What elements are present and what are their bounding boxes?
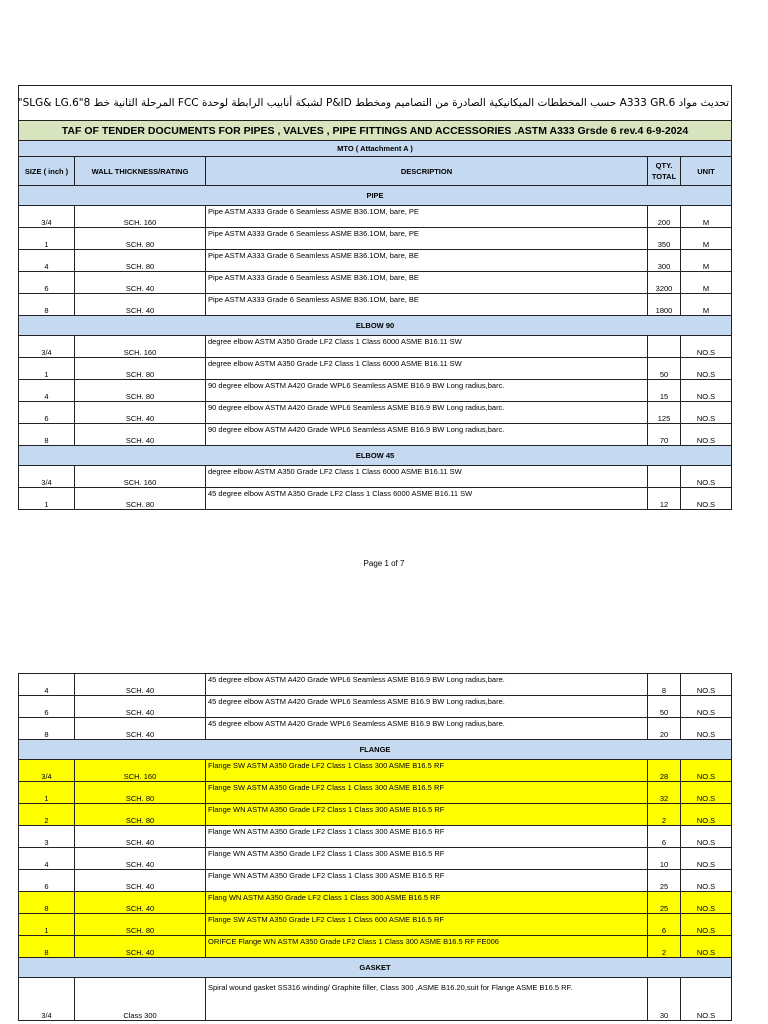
cell-qty xyxy=(648,466,681,488)
table-row xyxy=(19,380,732,402)
table-row xyxy=(19,936,732,958)
cell-wall-thickness: Class 300 xyxy=(75,978,206,1021)
cell-wall-thickness: SCH. 40 xyxy=(75,272,206,294)
cell-qty: 50 xyxy=(648,358,681,380)
cell-qty: 20 xyxy=(648,718,681,740)
page-number: Page 1 of 7 xyxy=(363,559,405,568)
cell-unit: NO.S xyxy=(681,488,732,510)
cell-unit: NO.S xyxy=(681,914,732,936)
cell-qty: 25 xyxy=(648,892,681,914)
cell-qty: 6 xyxy=(648,914,681,936)
cell-description: 45 degree elbow ASTM A420 Grade WPL6 Seamless ASME B16.9 BW Long radius,bare. xyxy=(206,696,648,718)
cell-qty: 1800 xyxy=(648,294,681,316)
cell-wall-thickness: SCH. 80 xyxy=(75,804,206,826)
mto-label: MTO ( Attachment A ) xyxy=(19,141,732,157)
cell-unit: NO.S xyxy=(681,760,732,782)
cell-wall-thickness: SCH. 40 xyxy=(75,936,206,958)
cell-size: 1 xyxy=(19,914,75,936)
cell-description: Flang WN ASTM A350 Grade LF2 Class 1 Class 300 ASME B16.5 RF xyxy=(206,892,648,914)
cell-description: Flange SW ASTM A350 Grade LF2 Class 1 Class 300 ASME B16.5 RF xyxy=(206,782,648,804)
cell-unit: M xyxy=(681,272,732,294)
cell-description: degree elbow ASTM A350 Grade LF2 Class 1 Class 6000 ASME B16.11 SW xyxy=(206,358,648,380)
cell-size: 6 xyxy=(19,696,75,718)
mto-table-page-1 xyxy=(18,85,732,510)
cell-unit: NO.S xyxy=(681,466,732,488)
table-row xyxy=(19,718,732,740)
cell-qty: 125 xyxy=(648,402,681,424)
cell-unit: NO.S xyxy=(681,804,732,826)
cell-unit: NO.S xyxy=(681,870,732,892)
cell-wall-thickness: SCH. 40 xyxy=(75,718,206,740)
cell-description: 90 degree elbow ASTM A420 Grade WPL6 Seamless ASME B16.9 BW Long radius,barc. xyxy=(206,380,648,402)
cell-size: 4 xyxy=(19,380,75,402)
cell-unit: NO.S xyxy=(681,380,732,402)
cell-unit: NO.S xyxy=(681,696,732,718)
cell-description: Pipe ASTM A333 Grade 6 Seamless ASME B36.1OM, bare, BE xyxy=(206,250,648,272)
cell-qty: 30 xyxy=(648,978,681,1021)
cell-wall-thickness: SCH. 40 xyxy=(75,826,206,848)
cell-unit: M xyxy=(681,294,732,316)
sheet-page-2 xyxy=(18,673,731,1021)
cell-description: 90 degree elbow ASTM A420 Grade WPL6 Seamless ASME B16.9 BW Long radius,barc. xyxy=(206,402,648,424)
cell-wall-thickness: SCH. 160 xyxy=(75,760,206,782)
table-row xyxy=(19,848,732,870)
table-row xyxy=(19,892,732,914)
cell-description: 45 degree elbow ASTM A420 Grade WPL6 Seamless ASME B16.9 BW Long radius,bare. xyxy=(206,674,648,696)
cell-qty: 8 xyxy=(648,674,681,696)
header-wall-thickness: WALL THICKNESS/RATING xyxy=(75,157,206,186)
cell-qty xyxy=(648,336,681,358)
cell-wall-thickness: SCH. 80 xyxy=(75,488,206,510)
cell-size: 6 xyxy=(19,272,75,294)
cell-description: Flange WN ASTM A350 Grade LF2 Class 1 Class 300 ASME B16.5 RF xyxy=(206,848,648,870)
cell-description: Spiral wound gasket SS316 winding/ Graphite filler, Class 300 ,ASME B16.20,suit for Flange ASME B16.5 RF. xyxy=(206,978,648,1021)
cell-size: 4 xyxy=(19,848,75,870)
cell-size: 8 xyxy=(19,892,75,914)
cell-qty: 3200 xyxy=(648,272,681,294)
cell-size: 1 xyxy=(19,228,75,250)
section-header: PIPE xyxy=(19,186,732,206)
cell-description: Pipe ASTM A333 Grade 6 Seamless ASME B36.1OM, bare, PE xyxy=(206,228,648,250)
cell-wall-thickness: SCH. 40 xyxy=(75,424,206,446)
cell-wall-thickness: SCH. 160 xyxy=(75,466,206,488)
cell-wall-thickness: SCH. 80 xyxy=(75,914,206,936)
cell-unit: NO.S xyxy=(681,402,732,424)
cell-qty: 2 xyxy=(648,936,681,958)
cell-wall-thickness: SCH. 80 xyxy=(75,380,206,402)
cell-description: 45 degree elbow ASTM A420 Grade WPL6 Seamless ASME B16.9 BW Long radius,bare. xyxy=(206,718,648,740)
section-row xyxy=(19,446,732,466)
cell-qty: 200 xyxy=(648,206,681,228)
cell-wall-thickness: SCH. 160 xyxy=(75,206,206,228)
table-row xyxy=(19,402,732,424)
table-row xyxy=(19,870,732,892)
cell-description: degree elbow ASTM A350 Grade LF2 Class 1 Class 6000 ASME B16.11 SW xyxy=(206,336,648,358)
section-row xyxy=(19,316,732,336)
cell-wall-thickness: SCH. 40 xyxy=(75,696,206,718)
table-row xyxy=(19,358,732,380)
header-size: SIZE ( inch ) xyxy=(19,157,75,186)
table-row xyxy=(19,488,732,510)
cell-description: Flange WN ASTM A350 Grade LF2 Class 1 Class 300 ASME B16.5 RF xyxy=(206,804,648,826)
mto-table-page-2 xyxy=(18,673,732,1021)
cell-wall-thickness: SCH. 40 xyxy=(75,294,206,316)
cell-size: 6 xyxy=(19,402,75,424)
cell-wall-thickness: SCH. 40 xyxy=(75,892,206,914)
arabic-title: تحديث مواد A333 GR.6 حسب المخططات الميكانيكية الصادرة من التصاميم ومخطط P&ID لشبكة أنابيب الرابطة لوحدة FCC المرحلة الثانية خط 8"SLG& LG.6" xyxy=(19,86,732,121)
cell-wall-thickness: SCH. 40 xyxy=(75,674,206,696)
cell-description: degree elbow ASTM A350 Grade LF2 Class 1 Class 6000 ASME B16.11 SW xyxy=(206,466,648,488)
cell-qty: 350 xyxy=(648,228,681,250)
cell-size: 3/4 xyxy=(19,336,75,358)
cell-qty: 2 xyxy=(648,804,681,826)
header-qty: QTY. TOTAL xyxy=(648,157,681,186)
cell-size: 3 xyxy=(19,826,75,848)
cell-size: 3/4 xyxy=(19,206,75,228)
table-row xyxy=(19,914,732,936)
cell-unit: NO.S xyxy=(681,826,732,848)
cell-unit: NO.S xyxy=(681,936,732,958)
cell-qty: 10 xyxy=(648,848,681,870)
cell-description: Pipe ASTM A333 Grade 6 Seamless ASME B36.1OM, bare, BE xyxy=(206,294,648,316)
cell-wall-thickness: SCH. 40 xyxy=(75,870,206,892)
cell-unit: M xyxy=(681,206,732,228)
cell-unit: NO.S xyxy=(681,674,732,696)
cell-qty: 300 xyxy=(648,250,681,272)
cell-description: 45 degree elbow ASTM A350 Grade LF2 Class 1 Class 6000 ASME B16.11 SW xyxy=(206,488,648,510)
section-row xyxy=(19,186,732,206)
cell-qty: 6 xyxy=(648,826,681,848)
cell-wall-thickness: SCH. 40 xyxy=(75,848,206,870)
cell-wall-thickness: SCH. 80 xyxy=(75,358,206,380)
cell-qty: 50 xyxy=(648,696,681,718)
table-row xyxy=(19,228,732,250)
cell-wall-thickness: SCH. 160 xyxy=(75,336,206,358)
cell-description: 90 degree elbow ASTM A420 Grade WPL6 Seamless ASME B16.9 BW Long radius,barc. xyxy=(206,424,648,446)
cell-unit: NO.S xyxy=(681,424,732,446)
section-header: FLANGE xyxy=(19,740,732,760)
cell-description: Flange SW ASTM A350 Grade LF2 Class 1 Class 600 ASME B16.5 RF xyxy=(206,914,648,936)
table-row xyxy=(19,336,732,358)
cell-unit: NO.S xyxy=(681,978,732,1021)
section-header: GASKET xyxy=(19,958,732,978)
cell-description: Pipe ASTM A333 Grade 6 Seamless ASME B36.1OM, bare, PE xyxy=(206,206,648,228)
cell-unit: NO.S xyxy=(681,358,732,380)
cell-size: 8 xyxy=(19,936,75,958)
cell-unit: NO.S xyxy=(681,336,732,358)
cell-size: 3/4 xyxy=(19,466,75,488)
cell-size: 1 xyxy=(19,488,75,510)
cell-wall-thickness: SCH. 40 xyxy=(75,402,206,424)
table-row xyxy=(19,424,732,446)
section-row xyxy=(19,740,732,760)
cell-size: 4 xyxy=(19,250,75,272)
cell-description: ORIFCE Flange WN ASTM A350 Grade LF2 Class 1 Class 300 ASME B16.5 RF FE006 xyxy=(206,936,648,958)
cell-size: 3/4 xyxy=(19,760,75,782)
cell-unit: M xyxy=(681,228,732,250)
table-row xyxy=(19,782,732,804)
cell-unit: NO.S xyxy=(681,718,732,740)
cell-description: Pipe ASTM A333 Grade 6 Seamless ASME B36.1OM, bare, BE xyxy=(206,272,648,294)
table-row xyxy=(19,250,732,272)
cell-qty: 70 xyxy=(648,424,681,446)
table-row xyxy=(19,978,732,1021)
sheet-page-1 xyxy=(18,85,731,510)
table-row xyxy=(19,804,732,826)
cell-size: 8 xyxy=(19,424,75,446)
cell-wall-thickness: SCH. 80 xyxy=(75,250,206,272)
table-row xyxy=(19,760,732,782)
cell-qty: 12 xyxy=(648,488,681,510)
table-row xyxy=(19,206,732,228)
section-header: ELBOW 90 xyxy=(19,316,732,336)
cell-wall-thickness: SCH. 80 xyxy=(75,228,206,250)
cell-qty: 32 xyxy=(648,782,681,804)
cell-unit: NO.S xyxy=(681,848,732,870)
cell-qty: 25 xyxy=(648,870,681,892)
cell-size: 3/4 xyxy=(19,978,75,1021)
section-row xyxy=(19,958,732,978)
english-title: TAF OF TENDER DOCUMENTS FOR PIPES , VALVES , PIPE FITTINGS AND ACCESSORIES .ASTM A333 Grsde 6 rev.4 6-9-2024 xyxy=(19,121,732,141)
cell-size: 8 xyxy=(19,718,75,740)
cell-qty: 15 xyxy=(648,380,681,402)
cell-description: Flange WN ASTM A350 Grade LF2 Class 1 Class 300 ASME B16.5 RF xyxy=(206,826,648,848)
table-row xyxy=(19,826,732,848)
table-row xyxy=(19,466,732,488)
cell-size: 4 xyxy=(19,674,75,696)
header-description: DESCRIPTION xyxy=(206,157,648,186)
cell-unit: M xyxy=(681,250,732,272)
cell-size: 8 xyxy=(19,294,75,316)
cell-size: 1 xyxy=(19,358,75,380)
cell-size: 2 xyxy=(19,804,75,826)
table-row xyxy=(19,272,732,294)
cell-size: 6 xyxy=(19,870,75,892)
table-row xyxy=(19,674,732,696)
table-row xyxy=(19,294,732,316)
cell-description: Flange WN ASTM A350 Grade LF2 Class 1 Class 300 ASME B16.5 RF xyxy=(206,870,648,892)
cell-size: 1 xyxy=(19,782,75,804)
header-unit: UNIT xyxy=(681,157,732,186)
cell-description: Flange SW ASTM A350 Grade LF2 Class 1 Class 300 ASME B16.5 RF xyxy=(206,760,648,782)
cell-qty: 28 xyxy=(648,760,681,782)
cell-unit: NO.S xyxy=(681,892,732,914)
section-header: ELBOW 45 xyxy=(19,446,732,466)
cell-unit: NO.S xyxy=(681,782,732,804)
cell-wall-thickness: SCH. 80 xyxy=(75,782,206,804)
table-row xyxy=(19,696,732,718)
